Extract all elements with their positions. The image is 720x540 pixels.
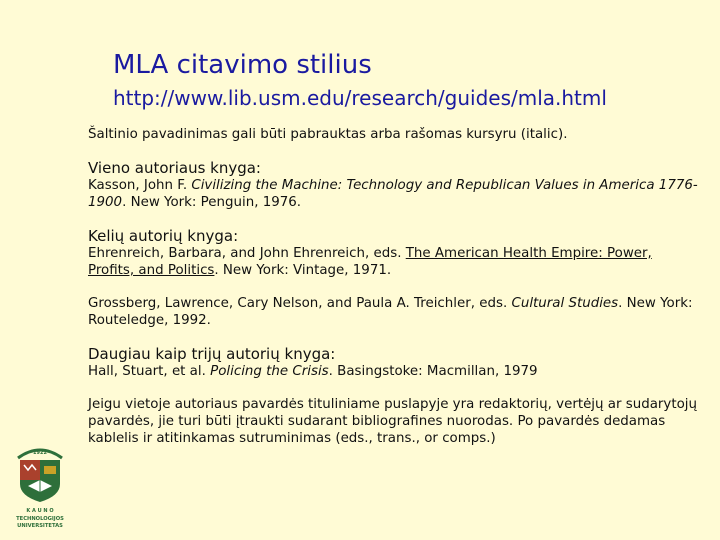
editors-note: Jeigu vietoje autoriaus pavardės tituliniame puslapyje yra redaktorių, vertėjų ar sudarytojų pavardės, jie turi būti įtraukti sudarant bibliografines nuorodas. Po pavardės dedamas kablelis ir atitinkamas sutruminimas (eds., trans., or comps.)	[88, 397, 697, 446]
source-url[interactable]: http://www.lib.usm.edu/research/guides/mla.html	[113, 86, 607, 110]
logo-line-2: TECHNOLOGIJOS	[16, 516, 64, 522]
three-plus-author-heading: Daugiau kaip trijų autorių knyga:	[88, 345, 336, 363]
three-plus-author-section	[88, 345, 698, 380]
slide-title: MLA citavimo stilius	[113, 50, 372, 80]
citation-title-underlined: The American Health Empire: Power, Profits, and Politics	[88, 246, 652, 278]
citation-title-italic: Civilizing the Machine: Technology and Republican Values in America 1776-1900	[88, 178, 698, 210]
multi-author-citation-2	[88, 295, 698, 329]
university-logo	[10, 440, 70, 535]
intro-text: Šaltinio pavadinimas gali būti pabrauktas arba rašomas kursyru (italic).	[88, 127, 568, 142]
citation-author: Grossberg, Lawrence, Cary Nelson, and Paula A. Treichler, eds.	[88, 296, 512, 311]
citation-author: Hall, Stuart, et al.	[88, 364, 211, 379]
logo-line-3: UNIVERSITETAS	[17, 523, 63, 529]
multi-author-section	[88, 227, 698, 279]
citation-author: Kasson, John F.	[88, 178, 192, 193]
multi-author-heading: Kelių autorių knyga:	[88, 227, 239, 245]
citation-publisher: . Basingstoke: Macmillan, 1979	[328, 364, 538, 379]
logo-line-1: K A U N O	[26, 508, 54, 514]
multi-author-citation-1	[88, 245, 698, 279]
citation-publisher: . New York: Routeledge, 1992.	[88, 296, 693, 328]
multi-author-example-2	[88, 295, 698, 329]
citation-publisher: . New York: Penguin, 1976.	[122, 195, 302, 210]
logo-year: 1922	[33, 450, 47, 456]
citation-author: Ehrenreich, Barbara, and John Ehrenreich, eds.	[88, 246, 406, 261]
citation-title-italic: Cultural Studies	[511, 296, 619, 311]
citation-title-italic: Policing the Crisis	[210, 364, 329, 379]
logo-emblem-icon	[10, 440, 70, 535]
single-author-heading: Vieno autoriaus knyga:	[88, 159, 261, 177]
citation-publisher: . New York: Vintage, 1971.	[214, 263, 392, 278]
single-author-section	[88, 159, 698, 211]
single-author-citation	[88, 177, 698, 211]
slide-content	[88, 126, 698, 447]
three-plus-author-citation	[88, 363, 698, 380]
